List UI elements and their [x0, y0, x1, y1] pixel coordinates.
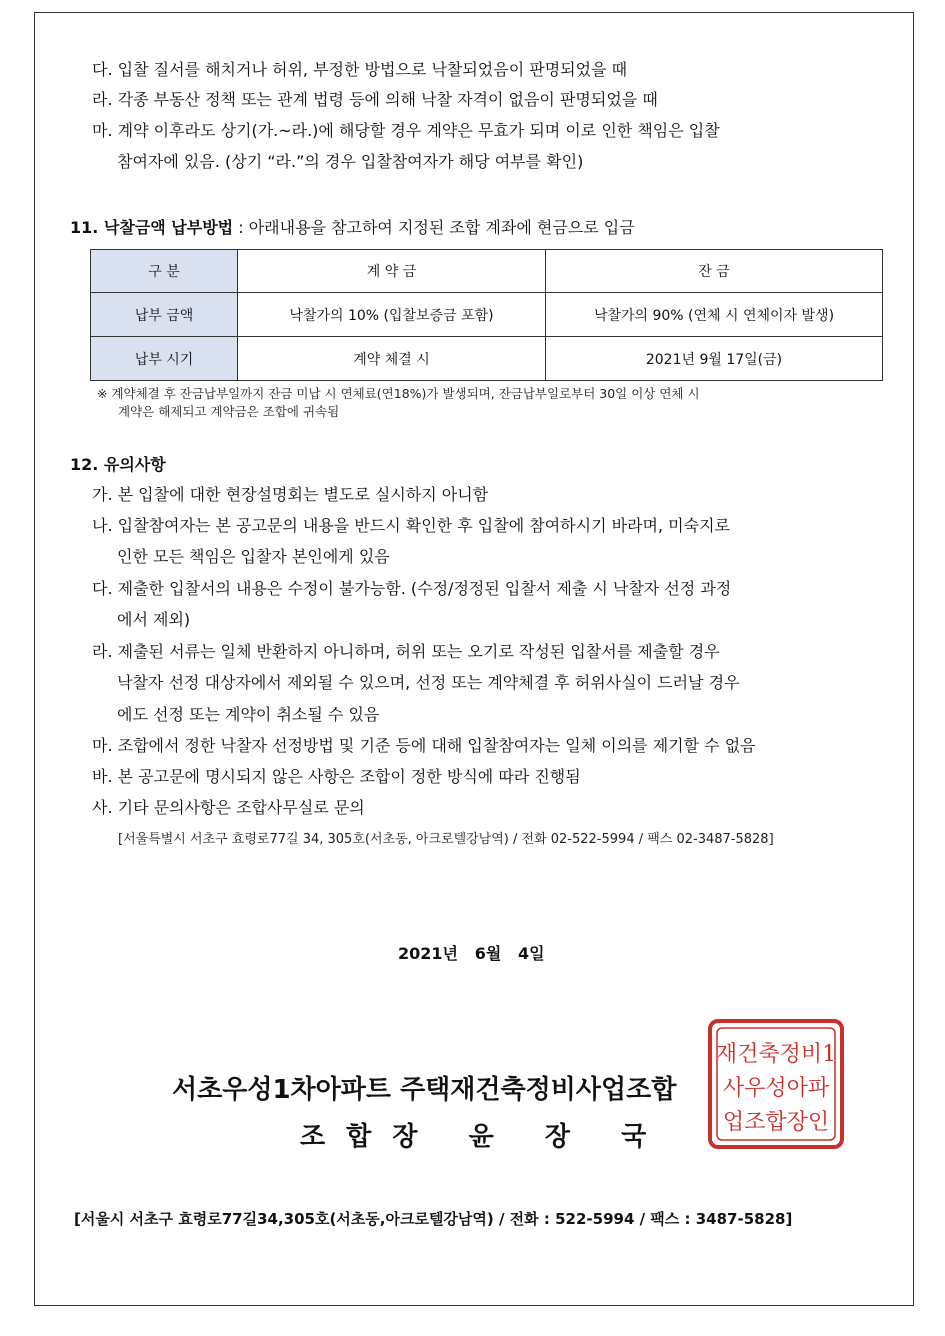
union-seal-icon [706, 1017, 846, 1151]
table-cell: 계약 체결 시 [238, 337, 546, 381]
section11-desc: : 아래내용을 참고하여 지정된 조합 계좌에 현금으로 입금 [233, 218, 635, 237]
table-cell: 2021년 9월 17일(금) [546, 337, 883, 381]
table-header-cell: 계 약 금 [238, 250, 546, 293]
table-note-line2: 계약은 해제되고 계약금은 조합에 귀속됨 [118, 404, 340, 419]
item-ma: 마. 계약 이후라도 상기(가.~라.)에 해당할 경우 계약은 무효가 되며 이로 인한 책임은 입찰 [92, 121, 720, 140]
chairman-name: 조 합 장 윤 장 국 [300, 1122, 653, 1152]
section11-heading: 11. 낙찰금액 납부방법 [70, 218, 234, 237]
seal-text: 사우성아파 [722, 1076, 830, 1101]
table-row [91, 337, 883, 381]
table-header-row [91, 250, 883, 293]
item-da: 다. 입찰 질서를 해치거나 허위, 부정한 방법으로 낙찰되었음이 판명되었을 때 [92, 60, 628, 79]
table-note-line1: ※ 계약체결 후 잔금납부일까지 잔금 미납 시 연체료(연18%)가 발생되며, 잔금납부일로부터 30일 이상 연체 시 [97, 386, 700, 401]
payment-table [90, 249, 883, 381]
notice-item-cont: 낙찰자 선정 대상자에서 제외될 수 있으며, 선정 또는 계약체결 후 허위사실이 드러날 경우 [117, 673, 740, 692]
notice-item: 라. 제출된 서류는 일체 반환하지 아니하며, 허위 또는 오기로 작성된 입찰서를 제출할 경우 [92, 642, 720, 661]
table-row-label: 납부 시기 [91, 337, 238, 381]
footer-address: [서울시 서초구 효령로77길34,305호(서초동,아크로텔강남역) / 전화 : 522-5994 / 팩스 : 3487-5828] [74, 1210, 793, 1228]
contact-info: [서울특별시 서초구 효령로77길 34, 305호(서초동, 아크로텔강남역) / 전화 02-522-5994 / 팩스 02-3487-5828] [118, 832, 774, 847]
organization-name: 서초우성1차아파트 주택재건축정비사업조합 [172, 1075, 677, 1105]
notice-item-cont: 인한 모든 책임은 입찰자 본인에게 있음 [117, 547, 390, 566]
notice-item: 다. 제출한 입찰서의 내용은 수정이 불가능함. (수정/정정된 입찰서 제출 시 낙찰자 선정 과정 [92, 579, 732, 598]
table-row-label: 납부 금액 [91, 293, 238, 337]
item-ra: 라. 각종 부동산 정책 또는 관계 법령 등에 의해 낙찰 자격이 없음이 판명되었을 때 [92, 90, 658, 109]
table-cell: 낙찰가의 10% (입찰보증금 포함) [238, 293, 546, 337]
item-ma-cont: 참여자에 있음. (상기 “라.”의 경우 입찰참여자가 해당 여부를 확인) [117, 152, 584, 171]
table-cell: 낙찰가의 90% (연체 시 연체이자 발생) [546, 293, 883, 337]
seal-text: 재건축정비1 [715, 1042, 837, 1067]
notice-date: 2021년 6월 4일 [398, 944, 545, 963]
notice-item: 바. 본 공고문에 명시되지 않은 사항은 조합이 정한 방식에 따라 진행됨 [92, 767, 581, 786]
table-header-cell: 구 분 [91, 250, 238, 293]
notice-item-cont: 에도 선정 또는 계약이 취소될 수 있음 [117, 705, 380, 724]
section12-heading: 12. 유의사항 [70, 455, 166, 474]
notice-item: 가. 본 입찰에 대한 현장설명회는 별도로 실시하지 아니함 [92, 485, 489, 504]
notice-item: 마. 조합에서 정한 낙찰자 선정방법 및 기준 등에 대해 입찰참여자는 일체 이의를 제기할 수 없음 [92, 736, 756, 755]
section11-title [70, 217, 635, 239]
notice-item-cont: 에서 제외) [117, 610, 191, 629]
table-header-cell: 잔 금 [546, 250, 883, 293]
table-row [91, 293, 883, 337]
seal-text: 업조합장인 [722, 1110, 830, 1135]
notice-item: 사. 기타 문의사항은 조합사무실로 문의 [92, 798, 365, 817]
notice-item: 나. 입찰참여자는 본 공고문의 내용을 반드시 확인한 후 입찰에 참여하시기 바라며, 미숙지로 [92, 516, 730, 535]
